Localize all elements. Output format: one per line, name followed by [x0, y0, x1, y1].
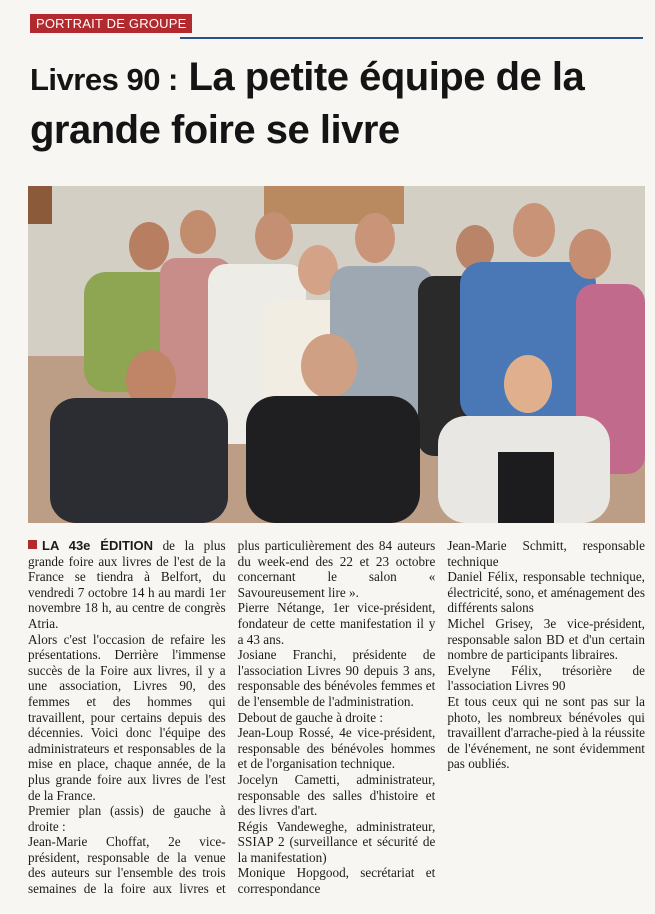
article-paragraph: Jean-Loup Rossé, 4e vice-président, responsable des bénévoles hommes et de l'organisation technique.: [237, 725, 436, 772]
article-paragraph: Debout de gauche à droite :: [237, 709, 384, 725]
article-paragraph: Jocelyn Cametti, administrateur, responsable des salles d'histoire et des livres d'art.: [237, 771, 436, 819]
article-paragraph: Daniel Félix, responsable technique, électricité, sono, et aménagement des différents salons: [447, 569, 645, 616]
article-paragraph: Premier plan (assis) de gauche à droite :: [28, 803, 226, 834]
article-paragraph: Josiane Franchi, présidente de l'association Livres 90 depuis 3 ans, responsable des bénévoles femmes et de l'ensemble de l'administration.: [237, 647, 436, 709]
article-paragraph: Jean-Marie Schmitt, responsable technique: [447, 538, 645, 569]
article-paragraph: Jean-Marie Choffat, 2e vice-président, responsable de la venue des auteurs sur l'ensemble des trois semaines de la foire aux livres et plus particulièrement des 84 auteurs du week-end des 22 et 23 octobre concernant le salon « Savoureusement lire ».: [28, 538, 436, 897]
headline: [30, 52, 645, 155]
article-paragraph: Pierre Nétange, 1er vice-président, fondateur de cette manifestation il y a 43 ans.: [237, 600, 436, 647]
red-square-icon: [28, 540, 37, 549]
section-kicker: PORTRAIT DE GROUPE: [30, 14, 192, 33]
article-intro: LA 43e ÉDITION: [42, 538, 154, 553]
section-rule: [180, 37, 643, 39]
article-paragraph-text: de la plus grande foire aux livres de l'est de la France se tiendra à Belfort, du vendredi 7 octobre 14 h au mardi 1er novembre 18 h, au centre de congrès Atria.: [28, 538, 226, 631]
group-photo-illustration: [28, 186, 645, 523]
article-paragraph: Alors c'est l'occasion de refaire les présentations. Derrière l'immense succès de la Foire aux livres, il y a une association, Livres 90, des femmes et des hommes qui travaillent, pour certains depuis des décennies. Voici donc l'équipe des administrateurs et responsables de la mise en place, chaque année, de la plus grande foire aux livres de l'est de la France.: [28, 631, 226, 803]
article-paragraph: Evelyne Félix, trésorière de l'association Livres 90: [447, 662, 645, 694]
headline-lead: Livres 90 :: [30, 62, 178, 97]
article-body: [28, 538, 645, 910]
article-paragraph: [28, 538, 226, 632]
group-photo: [28, 186, 645, 523]
article-paragraph: Monique Hopgood, secrétariat et correspondance: [237, 865, 436, 897]
article-paragraph: Régis Vandeweghe, administrateur, SSIAP 2 (surveillance et sécurité de la manifestation): [237, 818, 436, 865]
seated-row: [50, 334, 610, 523]
article-paragraph: Michel Grisey, 3e vice-président, responsable salon BD et d'un certain nombre de participants libraires.: [447, 615, 645, 663]
article-paragraph: Et tous ceux qui ne sont pas sur la photo, les nombreux bénévoles qui travaillent d'arrache-pied à la réussite de l'événement, ne sont évidemment pas oubliés.: [447, 693, 645, 772]
headline-rest: La petite équipe de la grande foire se livre: [30, 55, 585, 152]
